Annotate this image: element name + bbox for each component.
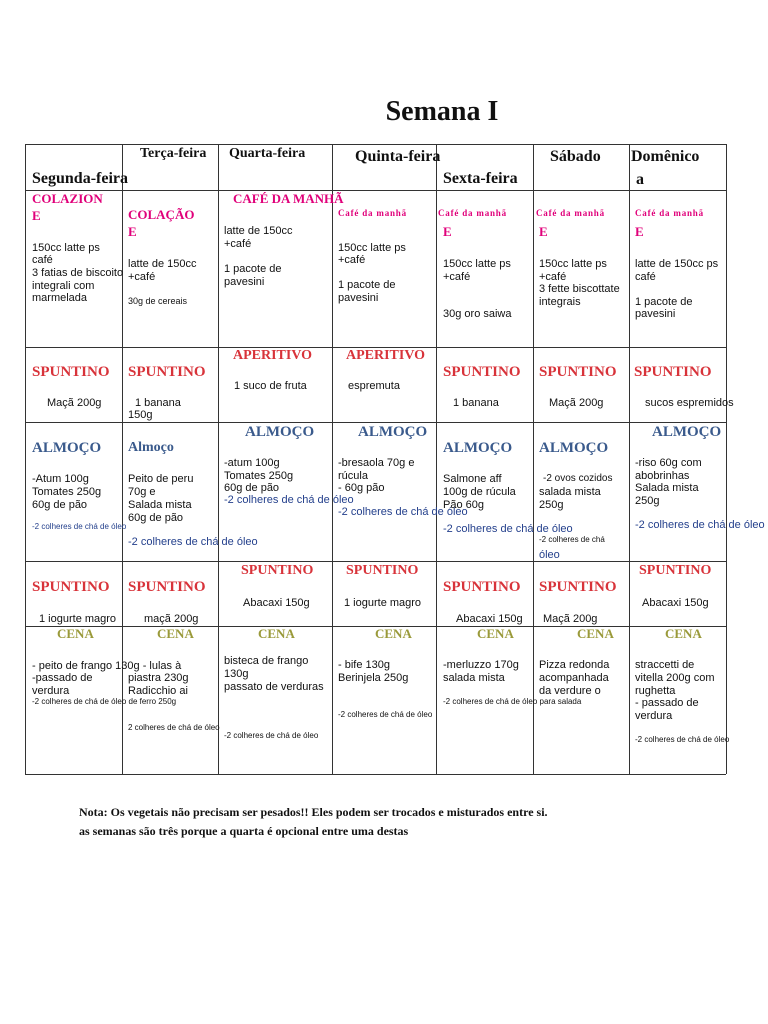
meal-item: vitella 200g com — [635, 672, 715, 684]
meal-item: Peito de peru — [128, 473, 194, 485]
lunch-label: ALMOÇO — [443, 440, 513, 456]
oil-note: -2 colheres de chá de óleo — [128, 536, 258, 548]
meal-item: verdura — [635, 710, 673, 722]
meal-item: salada mista — [443, 672, 505, 684]
meal-item: - passado de — [635, 697, 699, 709]
meal-item: da verdure o — [539, 685, 601, 697]
lunch-label: ALMOÇO — [358, 424, 428, 440]
meal-item: 150g — [128, 409, 153, 421]
meal-item: latte de 150cc — [128, 258, 197, 270]
day-header-domenico: Domênico — [631, 148, 700, 165]
breakfast-label: E — [635, 224, 644, 239]
oil-note: -2 colheres de chá de óleo — [224, 731, 319, 740]
day-header-segunda: Segunda-feira — [32, 170, 128, 187]
row-divider — [25, 422, 726, 423]
oil-note: -2 colheres de chá de óleo — [635, 735, 730, 744]
row-divider — [25, 561, 726, 562]
meal-item: 1 pacote de — [224, 263, 282, 275]
meal-plan-table — [25, 144, 765, 774]
table-border-top — [25, 144, 726, 145]
meal-item: Salmone aff — [443, 473, 502, 485]
breakfast-label: Café da manhã — [438, 208, 507, 218]
meal-item: - 60g pão — [338, 482, 385, 494]
snack-label: SPUNTINO — [128, 364, 206, 380]
meal-item: latte de 150cc — [224, 225, 293, 237]
breakfast-label: COLAÇÃO — [128, 207, 195, 222]
snack-label: SPUNTINO — [634, 364, 712, 380]
day-header-sabado: Sábado — [550, 148, 601, 165]
footnote-line-1: Nota: Os vegetais não precisam ser pesados!! Eles podem ser trocados e misturados entre si. — [79, 805, 548, 819]
breakfast-label: E — [128, 224, 137, 239]
snack-label: SPUNTINO — [639, 563, 712, 578]
aperitif-label: APERITIVO — [346, 348, 426, 363]
day-header-sexta: Sexta-feira — [443, 170, 518, 187]
meal-item: latte de 150cc ps — [635, 258, 719, 270]
meal-item: 130g — [224, 668, 249, 680]
breakfast-label: Café da manhã — [338, 208, 407, 218]
oil-note: óleo — [539, 549, 560, 561]
breakfast-label: E — [539, 224, 548, 239]
snack-label: SPUNTINO — [128, 579, 206, 595]
oil-note: -2 colheres de chá de óleo — [224, 494, 354, 506]
row-divider — [25, 190, 726, 191]
meal-item: - peito de frango 130g - lulas à — [32, 660, 182, 672]
meal-item: -atum 100g — [224, 457, 280, 469]
meal-item: - bife 130g — [338, 659, 390, 671]
meal-item: Tomates 250g — [32, 486, 102, 498]
lunch-label: ALMOÇO — [652, 424, 722, 440]
meal-item: 1 iogurte magro — [344, 597, 422, 609]
meal-item: integrais — [539, 296, 581, 308]
meal-item: pavesini — [635, 308, 676, 320]
table-border-bottom — [25, 774, 726, 775]
snack-label: SPUNTINO — [32, 579, 110, 595]
oil-note: -2 colheres de chá de óleo — [443, 523, 573, 535]
snack-label: SPUNTINO — [443, 579, 521, 595]
meal-item: abobrinhas — [635, 470, 690, 482]
meal-item: Salada mista — [635, 482, 699, 494]
table-border-right — [726, 144, 727, 774]
meal-item: +café — [128, 271, 156, 283]
meal-item: 150cc latte ps — [539, 258, 607, 270]
oil-note: -2 colheres de chá de óleo — [32, 522, 127, 531]
oil-note: -2 colheres de chá de óleo — [635, 519, 765, 531]
meal-item: 60g de pão — [128, 512, 184, 524]
oil-note: -2 colheres de chá — [539, 535, 605, 544]
meal-item: 30g oro saiwa — [443, 308, 512, 320]
meal-item: salada mista — [539, 486, 601, 498]
meal-item: -bresaola 70g e — [338, 457, 415, 469]
meal-item: Abacaxi 150g — [642, 597, 709, 609]
meal-item: -passado de — [32, 672, 93, 684]
meal-item: Radicchio ai — [128, 685, 188, 697]
meal-item: pavesini — [224, 276, 265, 288]
dinner-label: CENA — [665, 626, 702, 641]
meal-item: pavesini — [338, 292, 379, 304]
meal-item: +café — [539, 271, 567, 283]
meal-item: 3 fette biscottate — [539, 283, 620, 295]
meal-item: integrali com — [32, 280, 95, 292]
meal-item: 250g — [539, 499, 564, 511]
snack-label: SPUNTINO — [539, 579, 617, 595]
aperitif-label: APERITIVO — [233, 348, 313, 363]
breakfast-label: COLAZION — [32, 191, 103, 206]
col-divider — [122, 144, 123, 774]
meal-item: Pizza redonda — [539, 659, 610, 671]
day-header-quinta: Quinta-feira — [355, 148, 441, 165]
meal-item: Berinjela 250g — [338, 672, 409, 684]
oil-note: -2 colheres de chá de óleo de ferro 250g — [32, 697, 177, 706]
breakfast-label: E — [443, 224, 452, 239]
meal-item: 100g de rúcula — [443, 486, 516, 498]
meal-item: Maçã 200g — [47, 397, 102, 409]
meal-item: café — [32, 254, 53, 266]
meal-item: maçã 200g — [144, 613, 199, 625]
meal-item: -Atum 100g — [32, 473, 89, 485]
meal-item: 150cc latte ps — [338, 242, 406, 254]
col-divider — [218, 144, 219, 774]
meal-item: Maçã 200g — [543, 613, 598, 625]
meal-item: -riso 60g com — [635, 457, 702, 469]
day-header-terca: Terça-feira — [140, 146, 207, 161]
oil-note: -2 colheres de chá de óleo para salada — [443, 697, 582, 706]
meal-item: 1 banana — [453, 397, 499, 409]
meal-item: 1 pacote de — [338, 279, 396, 291]
meal-item: marmelada — [32, 292, 88, 304]
meal-item: 1 iogurte magro — [39, 613, 117, 625]
meal-item: café — [635, 271, 656, 283]
meal-item: straccetti de — [635, 659, 695, 671]
meal-item: 30g de cereais — [128, 296, 188, 306]
meal-item: 150cc latte ps — [32, 242, 100, 254]
meal-item: piastra 230g — [128, 672, 189, 684]
meal-item: rughetta — [635, 685, 676, 697]
dinner-label: CENA — [258, 626, 295, 641]
dinner-label: CENA — [375, 626, 412, 641]
col-divider — [533, 144, 534, 774]
meal-item: 1 banana — [135, 397, 181, 409]
meal-item: espremuta — [348, 380, 400, 392]
col-divider — [436, 144, 437, 774]
meal-item: passato de verduras — [224, 681, 324, 693]
day-header-quarta: Quarta-feira — [229, 146, 306, 161]
lunch-label: ALMOÇO — [245, 424, 315, 440]
breakfast-label: E — [32, 208, 41, 223]
snack-label: SPUNTINO — [346, 563, 419, 578]
meal-item: 250g — [635, 495, 660, 507]
meal-item: 1 suco de fruta — [234, 380, 307, 392]
meal-item: Abacaxi 150g — [456, 613, 523, 625]
breakfast-label: CAFÉ DA MANHÃ — [233, 191, 344, 206]
dinner-label: CENA — [157, 626, 194, 641]
meal-item: Tomates 250g — [224, 470, 294, 482]
snack-label: SPUNTINO — [32, 364, 110, 380]
meal-item: Salada mista — [128, 499, 192, 511]
meal-item: Abacaxi 150g — [243, 597, 310, 609]
oil-note: 2 colheres de chá de óleo — [128, 723, 220, 732]
snack-label: SPUNTINO — [241, 563, 314, 578]
meal-item: acompanhada — [539, 672, 609, 684]
col-divider — [629, 144, 630, 774]
oil-note: -2 colheres de chá de óleo — [338, 506, 468, 518]
meal-item: 1 pacote de — [635, 296, 693, 308]
meal-item: +café — [443, 271, 471, 283]
day-header-domenico-cont: a — [636, 171, 644, 188]
meal-item: rúcula — [338, 470, 368, 482]
meal-item: bisteca de frango — [224, 655, 309, 667]
meal-item: 60g de pão — [32, 499, 88, 511]
dinner-label: CENA — [577, 626, 614, 641]
breakfast-label: Café da manhã — [536, 208, 605, 218]
meal-item: Pão 60g — [443, 499, 484, 511]
breakfast-label: Café da manhã — [635, 208, 704, 218]
meal-item: sucos espremidos — [645, 397, 734, 409]
lunch-label: Almoço — [128, 440, 174, 455]
meal-item: +café — [224, 238, 252, 250]
meal-item: 60g de pão — [224, 482, 280, 494]
lunch-label: ALMOÇO — [539, 440, 609, 456]
col-divider — [25, 144, 26, 774]
meal-item: Maçã 200g — [549, 397, 604, 409]
footnote-line-2: as semanas são três porque a quarta é opcional entre uma destas — [79, 824, 409, 838]
dinner-label: CENA — [477, 626, 514, 641]
meal-item: 70g e — [128, 486, 156, 498]
page-title: Semana I — [385, 96, 499, 127]
snack-label: SPUNTINO — [539, 364, 617, 380]
meal-item: -merluzzo 170g — [443, 659, 519, 671]
meal-item: +café — [338, 254, 366, 266]
dinner-label: CENA — [57, 626, 94, 641]
col-divider — [332, 144, 333, 774]
oil-note: -2 colheres de chá de óleo — [338, 710, 433, 719]
meal-item: 150cc latte ps — [443, 258, 511, 270]
meal-item: -2 ovos cozidos — [543, 473, 613, 484]
lunch-label: ALMOÇO — [32, 440, 102, 456]
meal-item: 3 fatias de biscoito — [32, 267, 124, 279]
meal-item: verdura — [32, 685, 70, 697]
snack-label: SPUNTINO — [443, 364, 521, 380]
